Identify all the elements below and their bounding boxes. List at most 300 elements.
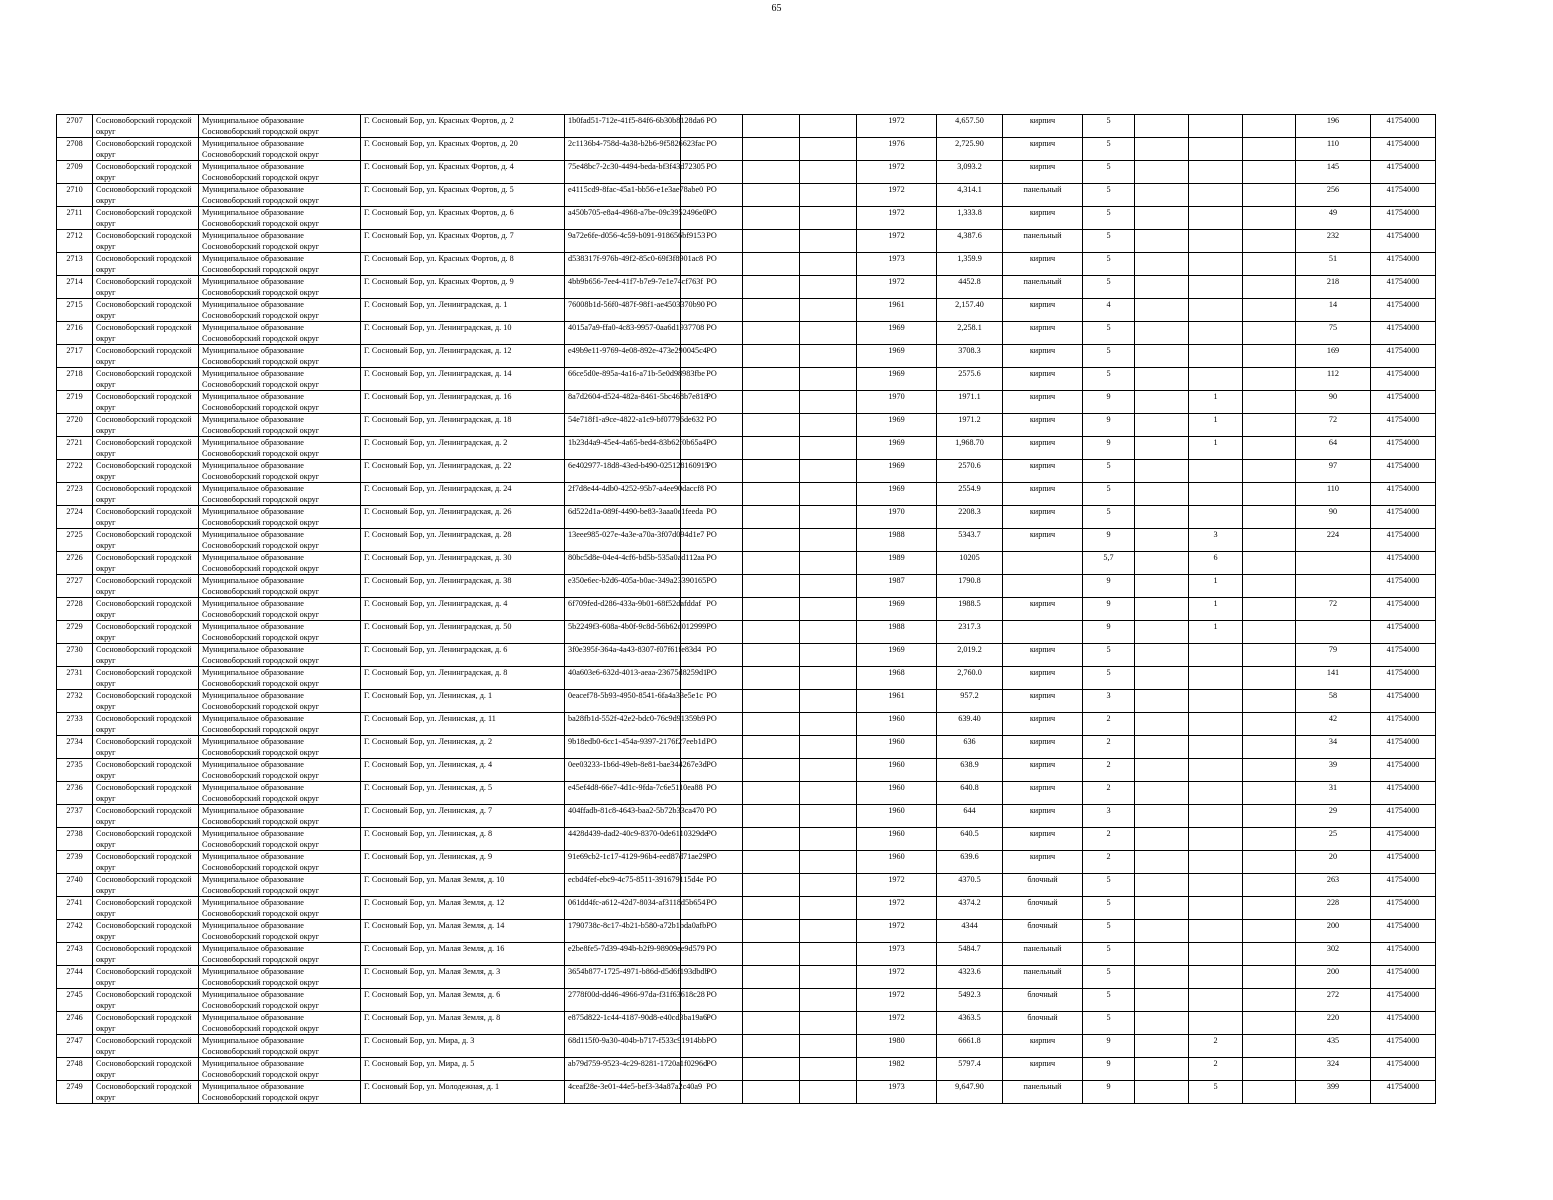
owner-cell: Муниципальное образование Сосновоборский городской округ — [199, 115, 361, 138]
area-cell: 4370.5 — [937, 874, 1003, 897]
wall-material-cell: блочный — [1003, 897, 1083, 920]
region-code-cell: РО — [681, 368, 743, 391]
wall-material-cell: кирпич — [1003, 736, 1083, 759]
empty-cell — [800, 391, 857, 414]
region-code-cell: РО — [681, 690, 743, 713]
oktmo-cell: 41754000 — [1371, 529, 1436, 552]
empty-cell — [743, 828, 800, 851]
area-cell: 1790.8 — [937, 575, 1003, 598]
floors-cell: 2 — [1083, 782, 1135, 805]
entrances-cell — [1189, 897, 1243, 920]
owner-cell: Муниципальное образование Сосновоборский городской округ — [199, 207, 361, 230]
address-cell: Г. Сосновый Бор, ул. Ленинградская, д. 10 — [361, 322, 565, 345]
oktmo-cell: 41754000 — [1371, 989, 1436, 1012]
empty-cell — [743, 345, 800, 368]
empty-cell — [1243, 1035, 1296, 1058]
table-row — [57, 230, 1436, 253]
area-cell: 4374.2 — [937, 897, 1003, 920]
entrances-cell — [1189, 161, 1243, 184]
region-code-cell: РО — [681, 207, 743, 230]
area-cell: 2317.3 — [937, 621, 1003, 644]
region-code-cell: РО — [681, 713, 743, 736]
empty-cell — [743, 414, 800, 437]
address-cell: Г. Сосновый Бор, ул. Ленинская, д. 4 — [361, 759, 565, 782]
year-built-cell: 1960 — [857, 736, 937, 759]
empty-cell — [743, 115, 800, 138]
residents-cell: 200 — [1296, 966, 1371, 989]
district-cell: Сосновоборский городской округ — [93, 828, 199, 851]
row-number-cell: 2715 — [57, 299, 93, 322]
area-cell: 6661.8 — [937, 1035, 1003, 1058]
table-row — [57, 253, 1436, 276]
wall-material-cell: кирпич — [1003, 483, 1083, 506]
empty-cell — [1135, 529, 1189, 552]
empty-cell — [800, 184, 857, 207]
area-cell: 2,760.0 — [937, 667, 1003, 690]
table-row — [57, 759, 1436, 782]
address-cell: Г. Сосновый Бор, ул. Ленинградская, д. 1 — [361, 299, 565, 322]
address-cell: Г. Сосновый Бор, ул. Ленинградская, д. 2 — [361, 437, 565, 460]
oktmo-cell: 41754000 — [1371, 483, 1436, 506]
empty-cell — [1243, 207, 1296, 230]
empty-cell — [1135, 276, 1189, 299]
empty-cell — [800, 1081, 857, 1104]
owner-cell: Муниципальное образование Сосновоборский городской округ — [199, 713, 361, 736]
owner-cell: Муниципальное образование Сосновоборский городской округ — [199, 1012, 361, 1035]
empty-cell — [743, 161, 800, 184]
entrances-cell — [1189, 828, 1243, 851]
district-cell: Сосновоборский городской округ — [93, 1012, 199, 1035]
residents-cell: 145 — [1296, 161, 1371, 184]
oktmo-cell: 41754000 — [1371, 690, 1436, 713]
region-code-cell: РО — [681, 897, 743, 920]
row-number-cell: 2725 — [57, 529, 93, 552]
district-cell: Сосновоборский городской округ — [93, 690, 199, 713]
table-row — [57, 736, 1436, 759]
wall-material-cell: кирпич — [1003, 368, 1083, 391]
floors-cell: 5 — [1083, 897, 1135, 920]
oktmo-cell: 41754000 — [1371, 621, 1436, 644]
empty-cell — [1243, 184, 1296, 207]
year-built-cell: 1969 — [857, 322, 937, 345]
entrances-cell — [1189, 253, 1243, 276]
row-number-cell: 2708 — [57, 138, 93, 161]
address-cell: Г. Сосновый Бор, ул. Ленинградская, д. 38 — [361, 575, 565, 598]
area-cell: 4,387.6 — [937, 230, 1003, 253]
year-built-cell: 1969 — [857, 437, 937, 460]
wall-material-cell: блочный — [1003, 1012, 1083, 1035]
empty-cell — [1135, 391, 1189, 414]
guid-cell: 0ee03233-1b6d-49eb-8e81-bae344267e3d — [565, 759, 681, 782]
entrances-cell — [1189, 322, 1243, 345]
empty-cell — [800, 713, 857, 736]
address-cell: Г. Сосновый Бор, ул. Молодежная, д. 1 — [361, 1081, 565, 1104]
empty-cell — [800, 851, 857, 874]
empty-cell — [743, 989, 800, 1012]
empty-cell — [743, 368, 800, 391]
table-row — [57, 621, 1436, 644]
guid-cell: 4bb9b656-7ee4-41f7-b7e9-7e1e74cf763f — [565, 276, 681, 299]
guid-cell: e49b9e11-9769-4e08-892e-473e290045c4 — [565, 345, 681, 368]
empty-cell — [743, 460, 800, 483]
empty-cell — [1135, 736, 1189, 759]
region-code-cell: РО — [681, 437, 743, 460]
district-cell: Сосновоборский городской округ — [93, 736, 199, 759]
entrances-cell: 2 — [1189, 1035, 1243, 1058]
table-row — [57, 299, 1436, 322]
empty-cell — [1243, 759, 1296, 782]
empty-cell — [1135, 483, 1189, 506]
empty-cell — [800, 989, 857, 1012]
row-number-cell: 2711 — [57, 207, 93, 230]
owner-cell: Муниципальное образование Сосновоборский городской округ — [199, 184, 361, 207]
guid-cell: 5b2249f3-608a-4b0f-9c8d-56b62d012999 — [565, 621, 681, 644]
oktmo-cell: 41754000 — [1371, 782, 1436, 805]
entrances-cell — [1189, 460, 1243, 483]
empty-cell — [1135, 368, 1189, 391]
floors-cell: 5 — [1083, 138, 1135, 161]
guid-cell: 3654b877-1725-4971-b86d-d5d6f193dbdb — [565, 966, 681, 989]
empty-cell — [800, 690, 857, 713]
empty-cell — [1243, 161, 1296, 184]
district-cell: Сосновоборский городской округ — [93, 207, 199, 230]
year-built-cell: 1972 — [857, 184, 937, 207]
table-row — [57, 805, 1436, 828]
owner-cell: Муниципальное образование Сосновоборский городской округ — [199, 920, 361, 943]
residents-cell: 196 — [1296, 115, 1371, 138]
owner-cell: Муниципальное образование Сосновоборский городской округ — [199, 322, 361, 345]
floors-cell: 5 — [1083, 460, 1135, 483]
table-row — [57, 368, 1436, 391]
empty-cell — [1243, 1012, 1296, 1035]
entrances-cell — [1189, 851, 1243, 874]
address-cell: Г. Сосновый Бор, ул. Ленинградская, д. 8 — [361, 667, 565, 690]
empty-cell — [1243, 230, 1296, 253]
floors-cell: 2 — [1083, 736, 1135, 759]
row-number-cell: 2729 — [57, 621, 93, 644]
wall-material-cell: кирпич — [1003, 828, 1083, 851]
oktmo-cell: 41754000 — [1371, 414, 1436, 437]
residents-cell: 218 — [1296, 276, 1371, 299]
row-number-cell: 2730 — [57, 644, 93, 667]
empty-cell — [1243, 506, 1296, 529]
address-cell: Г. Сосновый Бор, ул. Мира, д. 5 — [361, 1058, 565, 1081]
floors-cell: 5 — [1083, 644, 1135, 667]
empty-cell — [1243, 989, 1296, 1012]
region-code-cell: РО — [681, 138, 743, 161]
empty-cell — [800, 943, 857, 966]
floors-cell: 2 — [1083, 828, 1135, 851]
entrances-cell — [1189, 805, 1243, 828]
district-cell: Сосновоборский городской округ — [93, 598, 199, 621]
guid-cell: e45ef4d8-66e7-4d1c-9fda-7c6e5110ea88 — [565, 782, 681, 805]
row-number-cell: 2724 — [57, 506, 93, 529]
empty-cell — [1135, 644, 1189, 667]
empty-cell — [743, 506, 800, 529]
wall-material-cell: кирпич — [1003, 207, 1083, 230]
row-number-cell: 2735 — [57, 759, 93, 782]
entrances-cell: 3 — [1189, 529, 1243, 552]
empty-cell — [743, 575, 800, 598]
guid-cell: 9a72e6fe-d056-4c59-b091-918656bf9153 — [565, 230, 681, 253]
row-number-cell: 2714 — [57, 276, 93, 299]
area-cell: 2575.6 — [937, 368, 1003, 391]
year-built-cell: 1960 — [857, 759, 937, 782]
owner-cell: Муниципальное образование Сосновоборский городской округ — [199, 552, 361, 575]
floors-cell: 2 — [1083, 713, 1135, 736]
empty-cell — [743, 920, 800, 943]
residents-cell: 97 — [1296, 460, 1371, 483]
district-cell: Сосновоборский городской округ — [93, 345, 199, 368]
owner-cell: Муниципальное образование Сосновоборский городской округ — [199, 276, 361, 299]
empty-cell — [743, 552, 800, 575]
entrances-cell — [1189, 299, 1243, 322]
year-built-cell: 1972 — [857, 115, 937, 138]
table-row — [57, 943, 1436, 966]
oktmo-cell: 41754000 — [1371, 598, 1436, 621]
empty-cell — [1243, 920, 1296, 943]
district-cell: Сосновоборский городской округ — [93, 184, 199, 207]
row-number-cell: 2746 — [57, 1012, 93, 1035]
address-cell: Г. Сосновый Бор, ул. Ленинградская, д. 26 — [361, 506, 565, 529]
owner-cell: Муниципальное образование Сосновоборский городской округ — [199, 805, 361, 828]
table-row — [57, 460, 1436, 483]
year-built-cell: 1988 — [857, 621, 937, 644]
empty-cell — [743, 966, 800, 989]
table-row — [57, 966, 1436, 989]
floors-cell: 5 — [1083, 115, 1135, 138]
table-row — [57, 690, 1436, 713]
oktmo-cell: 41754000 — [1371, 276, 1436, 299]
empty-cell — [800, 598, 857, 621]
empty-cell — [1135, 1081, 1189, 1104]
empty-cell — [800, 276, 857, 299]
area-cell: 1,359.9 — [937, 253, 1003, 276]
wall-material-cell: панельный — [1003, 276, 1083, 299]
area-cell: 3,093.2 — [937, 161, 1003, 184]
table-row — [57, 115, 1436, 138]
empty-cell — [1243, 782, 1296, 805]
empty-cell — [800, 506, 857, 529]
empty-cell — [800, 437, 857, 460]
wall-material-cell: кирпич — [1003, 759, 1083, 782]
floors-cell: 5 — [1083, 989, 1135, 1012]
entrances-cell — [1189, 759, 1243, 782]
residents-cell: 75 — [1296, 322, 1371, 345]
floors-cell: 9 — [1083, 1035, 1135, 1058]
empty-cell — [800, 874, 857, 897]
residents-cell: 90 — [1296, 506, 1371, 529]
year-built-cell: 1989 — [857, 552, 937, 575]
entrances-cell — [1189, 207, 1243, 230]
empty-cell — [1135, 322, 1189, 345]
address-cell: Г. Сосновый Бор, ул. Красных Фортов, д. 4 — [361, 161, 565, 184]
oktmo-cell: 41754000 — [1371, 1081, 1436, 1104]
empty-cell — [1135, 828, 1189, 851]
wall-material-cell: кирпич — [1003, 161, 1083, 184]
table-row — [57, 667, 1436, 690]
empty-cell — [1135, 943, 1189, 966]
empty-cell — [1243, 437, 1296, 460]
region-code-cell: РО — [681, 230, 743, 253]
address-cell: Г. Сосновый Бор, ул. Ленинградская, д. 28 — [361, 529, 565, 552]
empty-cell — [1135, 713, 1189, 736]
oktmo-cell: 41754000 — [1371, 897, 1436, 920]
residents-cell: 272 — [1296, 989, 1371, 1012]
district-cell: Сосновоборский городской округ — [93, 759, 199, 782]
empty-cell — [743, 1081, 800, 1104]
district-cell: Сосновоборский городской округ — [93, 276, 199, 299]
empty-cell — [1243, 253, 1296, 276]
owner-cell: Муниципальное образование Сосновоборский городской округ — [199, 966, 361, 989]
residents-cell: 58 — [1296, 690, 1371, 713]
table-row — [57, 897, 1436, 920]
owner-cell: Муниципальное образование Сосновоборский городской округ — [199, 644, 361, 667]
empty-cell — [800, 230, 857, 253]
wall-material-cell: кирпич — [1003, 782, 1083, 805]
district-cell: Сосновоборский городской округ — [93, 851, 199, 874]
entrances-cell — [1189, 506, 1243, 529]
table-row — [57, 276, 1436, 299]
empty-cell — [743, 621, 800, 644]
entrances-cell — [1189, 874, 1243, 897]
empty-cell — [743, 207, 800, 230]
empty-cell — [743, 1035, 800, 1058]
district-cell: Сосновоборский городской округ — [93, 897, 199, 920]
empty-cell — [800, 828, 857, 851]
empty-cell — [800, 161, 857, 184]
address-cell: Г. Сосновый Бор, ул. Ленинградская, д. 16 — [361, 391, 565, 414]
residents-cell: 256 — [1296, 184, 1371, 207]
oktmo-cell: 41754000 — [1371, 667, 1436, 690]
district-cell: Сосновоборский городской округ — [93, 115, 199, 138]
residents-cell: 232 — [1296, 230, 1371, 253]
year-built-cell: 1969 — [857, 368, 937, 391]
empty-cell — [743, 690, 800, 713]
year-built-cell: 1960 — [857, 828, 937, 851]
guid-cell: 8a7d2604-d524-482a-8461-5bc468b7e818 — [565, 391, 681, 414]
entrances-cell — [1189, 966, 1243, 989]
owner-cell: Муниципальное образование Сосновоборский городской округ — [199, 161, 361, 184]
row-number-cell: 2720 — [57, 414, 93, 437]
empty-cell — [1135, 598, 1189, 621]
area-cell: 644 — [937, 805, 1003, 828]
entrances-cell — [1189, 713, 1243, 736]
district-cell: Сосновоборский городской округ — [93, 943, 199, 966]
area-cell: 636 — [937, 736, 1003, 759]
guid-cell: 75e48bc7-2c30-4494-beda-bf3f43d72305 — [565, 161, 681, 184]
floors-cell: 5 — [1083, 506, 1135, 529]
residents-cell: 49 — [1296, 207, 1371, 230]
oktmo-cell: 41754000 — [1371, 230, 1436, 253]
year-built-cell: 1972 — [857, 1012, 937, 1035]
empty-cell — [800, 368, 857, 391]
residents-cell: 141 — [1296, 667, 1371, 690]
empty-cell — [1135, 690, 1189, 713]
guid-cell: 2f7d8e44-4db0-4252-95b7-a4ee90daccf8 — [565, 483, 681, 506]
entrances-cell: 2 — [1189, 1058, 1243, 1081]
wall-material-cell: панельный — [1003, 943, 1083, 966]
address-cell: Г. Сосновый Бор, ул. Малая Земля, д. 12 — [361, 897, 565, 920]
row-number-cell: 2741 — [57, 897, 93, 920]
address-cell: Г. Сосновый Бор, ул. Ленинградская, д. 14 — [361, 368, 565, 391]
region-code-cell: РО — [681, 874, 743, 897]
row-number-cell: 2749 — [57, 1081, 93, 1104]
guid-cell: ecbd4fef-ebc9-4c75-8511-391679115d4e — [565, 874, 681, 897]
housing-registry-table — [56, 114, 1436, 1104]
district-cell: Сосновоборский городской округ — [93, 1035, 199, 1058]
table-row — [57, 552, 1436, 575]
empty-cell — [1135, 966, 1189, 989]
oktmo-cell: 41754000 — [1371, 299, 1436, 322]
table-row — [57, 920, 1436, 943]
oktmo-cell: 41754000 — [1371, 391, 1436, 414]
residents-cell: 324 — [1296, 1058, 1371, 1081]
row-number-cell: 2709 — [57, 161, 93, 184]
empty-cell — [800, 138, 857, 161]
oktmo-cell: 41754000 — [1371, 805, 1436, 828]
area-cell: 2,157.40 — [937, 299, 1003, 322]
residents-cell: 72 — [1296, 598, 1371, 621]
empty-cell — [1135, 759, 1189, 782]
entrances-cell — [1189, 184, 1243, 207]
empty-cell — [800, 345, 857, 368]
entrances-cell — [1189, 276, 1243, 299]
empty-cell — [1243, 690, 1296, 713]
floors-cell: 5 — [1083, 230, 1135, 253]
empty-cell — [743, 483, 800, 506]
entrances-cell: 1 — [1189, 414, 1243, 437]
owner-cell: Муниципальное образование Сосновоборский городской округ — [199, 506, 361, 529]
residents-cell: 435 — [1296, 1035, 1371, 1058]
empty-cell — [1243, 414, 1296, 437]
residents-cell — [1296, 575, 1371, 598]
empty-cell — [743, 276, 800, 299]
row-number-cell: 2733 — [57, 713, 93, 736]
floors-cell: 9 — [1083, 598, 1135, 621]
district-cell: Сосновоборский городской округ — [93, 506, 199, 529]
empty-cell — [743, 1058, 800, 1081]
floors-cell: 4 — [1083, 299, 1135, 322]
empty-cell — [1243, 874, 1296, 897]
row-number-cell: 2712 — [57, 230, 93, 253]
empty-cell — [1135, 851, 1189, 874]
address-cell: Г. Сосновый Бор, ул. Ленинградская, д. 30 — [361, 552, 565, 575]
entrances-cell — [1189, 690, 1243, 713]
region-code-cell: РО — [681, 299, 743, 322]
guid-cell: 6e402977-18d8-43ed-b490-025128160915 — [565, 460, 681, 483]
wall-material-cell: кирпич — [1003, 506, 1083, 529]
empty-cell — [743, 759, 800, 782]
area-cell: 4,314.1 — [937, 184, 1003, 207]
entrances-cell — [1189, 989, 1243, 1012]
empty-cell — [1135, 138, 1189, 161]
address-cell: Г. Сосновый Бор, ул. Ленинская, д. 2 — [361, 736, 565, 759]
row-number-cell: 2732 — [57, 690, 93, 713]
empty-cell — [743, 943, 800, 966]
table-row — [57, 161, 1436, 184]
floors-cell: 5 — [1083, 161, 1135, 184]
district-cell: Сосновоборский городской округ — [93, 989, 199, 1012]
area-cell: 2570.6 — [937, 460, 1003, 483]
table-row — [57, 1035, 1436, 1058]
empty-cell — [1243, 621, 1296, 644]
year-built-cell: 1969 — [857, 414, 937, 437]
region-code-cell: РО — [681, 667, 743, 690]
area-cell: 1,968.70 — [937, 437, 1003, 460]
entrances-cell — [1189, 782, 1243, 805]
empty-cell — [1243, 644, 1296, 667]
